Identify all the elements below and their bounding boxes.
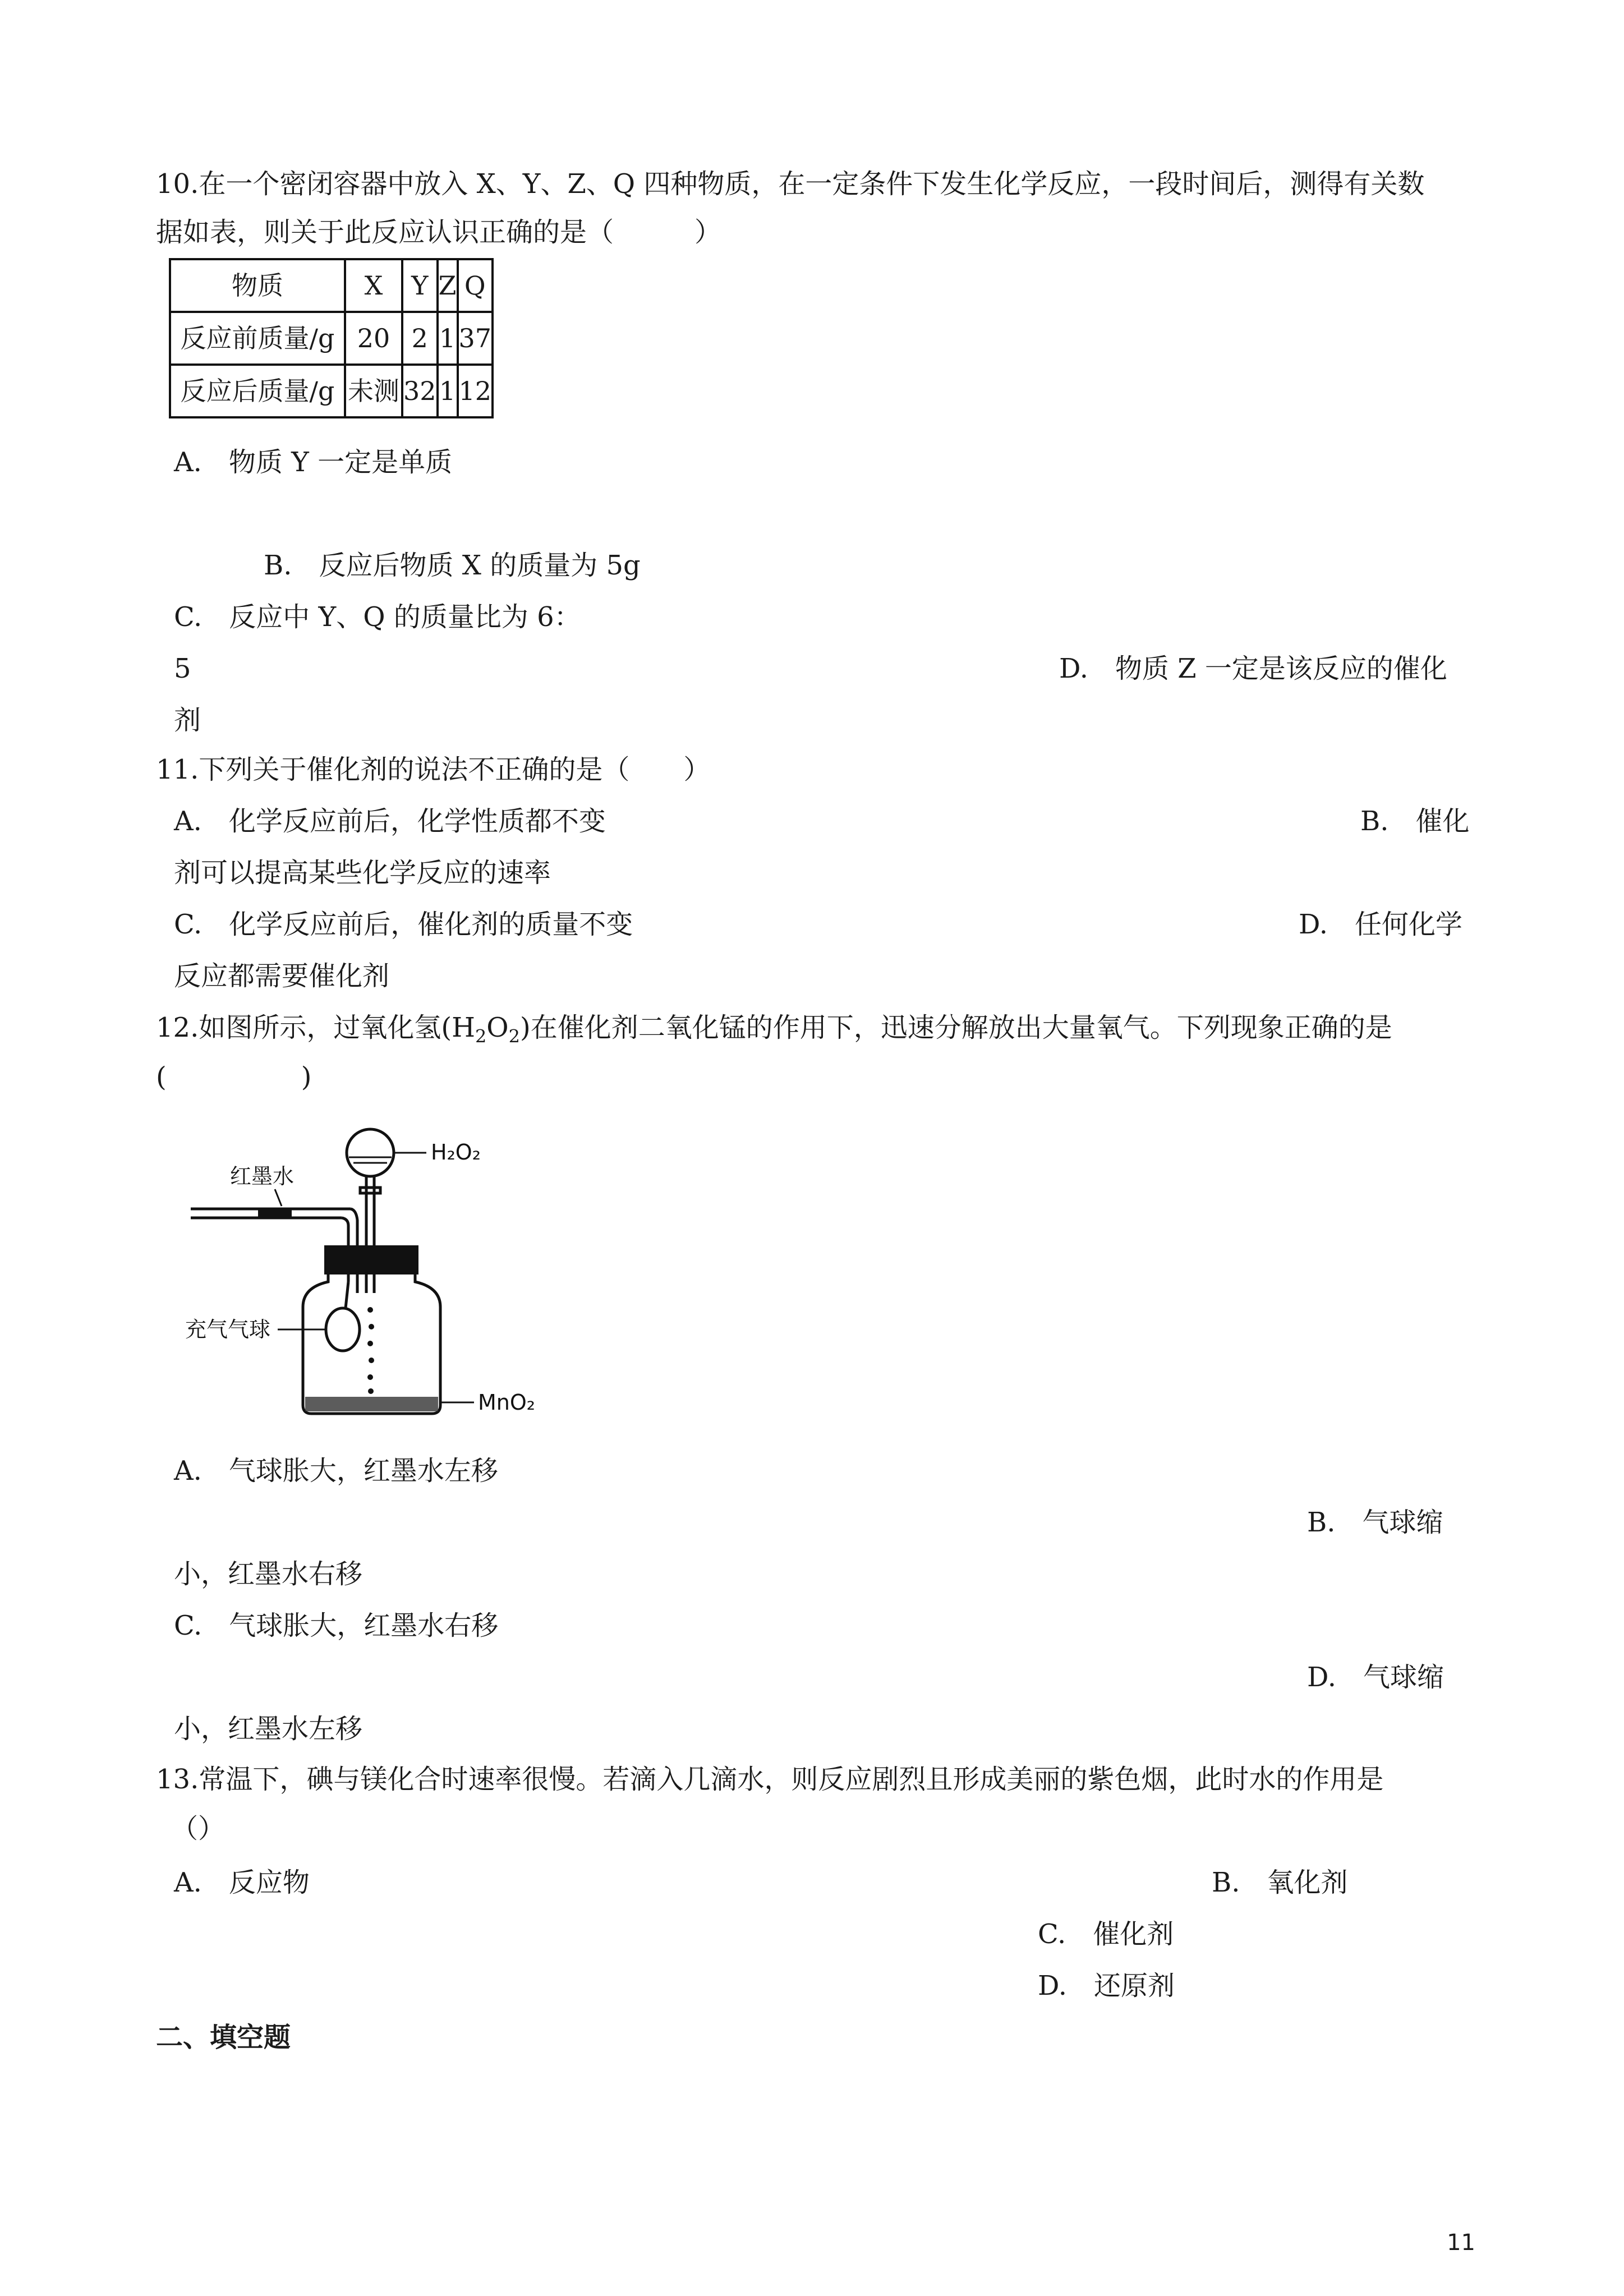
q13-option-d[interactable]: D. 还原剂 [1038,1970,1175,2001]
table-row [170,365,493,417]
q10-option-a[interactable]: A. 物质 Y 一定是单质 [174,447,453,478]
q12-option-d-cont: 小，红墨水左移 [174,1713,363,1745]
table-cell: 37 [458,312,493,365]
q11-stem: 11.下列关于催化剂的说法不正确的是（ ） [156,754,711,785]
q12-option-a[interactable]: A. 气球胀大，红墨水左移 [174,1455,498,1487]
q12-option-c[interactable]: C. 气球胀大，红墨水右移 [174,1610,499,1641]
q11-option-a[interactable]: A. 化学反应前后，化学性质都不变 [174,806,606,837]
q12-stem-line1: 12.如图所示，过氧化氢$(H_2O_2)$在催化剂二氧化锰的作用下，迅速分解放出大量氧气。下列现象正确的是 [156,1012,1392,1047]
table-cell: 2 [402,312,438,365]
section-heading: 二、填空题 [156,2022,291,2053]
table-row [170,312,493,365]
q13-option-c[interactable]: C. 催化剂 [1038,1918,1174,1950]
label-balloon: 充气气球 [185,1317,271,1342]
table-header-cell: X [345,259,402,312]
q12-option-b[interactable]: B. 气球缩 [1307,1507,1443,1538]
label-h2o2: H₂O₂ [431,1140,481,1165]
q11-option-d-cont: 反应都需要催化剂 [174,960,390,992]
q10-stem-line1: 10.在一个密闭容器中放入 X、Y、Z、Q 四种物质，在一定条件下发生化学反应，一段时间后，测得有关数 [156,168,1425,200]
q11-option-d[interactable]: D. 任何化学 [1299,909,1463,940]
q10-option-d[interactable]: D. 物质 Z 一定是该反应的催化 [1059,653,1447,684]
q13-stem-line1: 13.常温下，碘与镁化合时速率很慢。若滴入几滴水，则反应剧烈且形成美丽的紫色烟，此时水的作用是 [156,1764,1384,1795]
q10-stem-line2: 据如表，则关于此反应认识正确的是（ ） [156,217,722,248]
table-cell: 32 [402,365,438,417]
q10-option-c[interactable]: C. 反应中 Y、Q 的质量比为 6： [174,601,581,633]
table-header-cell: Y [402,259,438,312]
table-cell: 未测 [345,365,402,417]
table-cell: 12 [458,365,493,417]
table-header-cell: Q [458,259,493,312]
gas-generation-apparatus-figure [185,1114,544,1428]
q10-option-d-cont: 剂 [174,705,201,736]
label-mno2: MnO₂ [478,1390,536,1415]
table-cell: 20 [345,312,402,365]
table-cell: 1 [438,312,458,365]
q13-option-a[interactable]: A. 反应物 [174,1867,310,1898]
q13-stem-line2: （） [171,1813,226,1844]
q10-data-table [169,258,494,418]
page-number: 11 [1447,2230,1475,2256]
q12-option-b-cont: 小，红墨水右移 [174,1558,363,1590]
q11-option-c[interactable]: C. 化学反应前后，催化剂的质量不变 [174,909,633,940]
table-cell: 反应后质量/g [170,365,345,417]
q13-option-b[interactable]: B. 氧化剂 [1212,1867,1348,1898]
label-red-ink: 红墨水 [230,1164,295,1189]
q11-option-b[interactable]: B. 催化 [1360,806,1470,837]
table-header-row [170,259,493,312]
q12-stem-line2: ( ) [156,1061,312,1093]
q10-option-c-cont: 5 [174,653,191,684]
q11-option-b-cont: 剂可以提高某些化学反应的速率 [174,857,551,889]
table-header-cell: 物质 [170,259,345,312]
table-cell: 反应前质量/g [170,312,345,365]
table-header-cell: Z [438,259,458,312]
q10-option-b[interactable]: B. 反应后物质 X 的质量为 5g [264,550,641,581]
q12-option-d[interactable]: D. 气球缩 [1307,1662,1444,1693]
table-cell: 1 [438,365,458,417]
